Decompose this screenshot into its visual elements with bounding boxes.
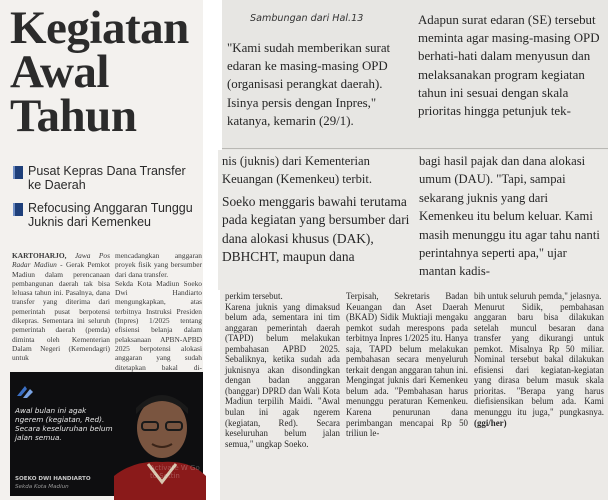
- article-photo: [10, 372, 203, 496]
- body-text: Adapun surat edaran (SE) tersebut meminta agar masing-masing OPD berhati-hati dalam menyusun dan melaksanakan program kegiatan tahun ini sesuai dengan skala prioritas hingga petunjuk tek-: [418, 13, 600, 119]
- body-text: "Kami sudah memberikan surat edaran ke masing-masing OPD (organisasi perangkat daerah). Isinya persis dengan Inpres," katanya, kemarin (29/1).: [227, 41, 391, 128]
- body-text: - Gerak Pemkot Madiun dalam perencanaan pembangunan daerah tak bisa leluasa tahun ini. Pasalnya, dana transfer yang diterima dari pemerintah pusat berpotensi dikepras. Sementara ini seluruh pemerintah daerah (pemda) diminta oleh Kementerian Dalam Negeri (Kemendagri) untuk: [12, 260, 110, 363]
- bottom-col-3: [474, 291, 604, 496]
- pull-quote: Awal bulan ini agak ngerem (kegiatan, Red). Secara keseluruhan belum jalan semua.: [15, 406, 113, 442]
- headline: [10, 2, 200, 142]
- body-text: mencadangkan anggaran proyek fisik yang bersumber dari dana transfer.: [115, 251, 202, 279]
- body-text: perkim tersebut. Karena juknis yang dimaksud belum ada, sementara ini tim anggaran pemerintah daerah (TAPD) belum melakukan pembahasan APBD 2025. Sebaliknya, ketika sudah ada juknisnya akan disondingkan dengan badan anggaran (banggar) DPRD dan Wali Kota Madiun terpilih Maidi. "Awal bulan ini agak ngerem (kegiatan, Red). Secara keseluruhan belum jalan semua," ungkap Soeko.: [225, 291, 340, 449]
- author-credit: (ggi/her): [474, 417, 507, 428]
- body-text: bih untuk seluruh pemda," jelasnya. Menurut Sidik, pembahasan anggaran baru bisa dilakukan setelah muncul besaran dana transfer yang dikurangi untuk pemkot. Misalnya Rp 50 miliar. Nominal tersebut bakal dilakukan efisiensi dari kegiatan-kegiatan yang dirasa belum masuk skala prioritas. "Berapa yang harus diefisiensikan belum ada. Kami menunggu itu juga," pungkasnya.: [474, 291, 604, 418]
- body-text: Sekda Kota Madiun Soeko Dwi Handiarto mengungkapkan, atas terbitnya Instruksi Presiden (Inpres) 1/2025 tentang efisiensi belanja dalam pelaksanaan APBN-APBD 2025 berpotensi alokasi anggaran yang sudah ditetapkan bakal di-: [115, 278, 202, 372]
- bullet-square-icon: [13, 166, 23, 179]
- mid-col-b: [419, 152, 605, 290]
- left-body-column-1: [12, 251, 110, 373]
- fold-divider: [222, 148, 608, 149]
- body-text: Terpisah, Sekretaris Badan Keuangan dan Aset Daerah (BKAD) Sidik Muktiaji mengaku pemkot sudah merespons pada terbitnya Inpres 1/2025 itu. Hanya saja, TAPD belum melakukan pembahasan secara menyeluruh terkait dengan anggaran tahun ini. Mengingat juknis dari Kemenkeu belum ada. "Pembahasan harus menunggu peraturan Kemenkeu. Karena penurunan dana perimbangan mencapai Rp 50 triliun le-: [346, 291, 469, 439]
- bullet-item-1: [28, 164, 198, 192]
- bullet-text: Refocusing Anggaran Tunggu Juknis dari Kemenkeu: [28, 201, 193, 229]
- continuation-col-b: [418, 11, 605, 149]
- os-watermark: Activate W Go to Settin: [150, 464, 200, 480]
- source-label: Jawa Pos Radar Madiun: [12, 251, 110, 270]
- mid-col-a: [222, 152, 414, 290]
- photo-caption-name: SOEKO DWI HANDIARTO: [15, 476, 91, 482]
- bottom-col-2: [346, 291, 468, 496]
- headline-line-3: Tahun: [10, 90, 137, 142]
- bullet-square-icon: [13, 203, 23, 216]
- left-body-column-2: [115, 251, 202, 373]
- continuation-label: Sambungan dari Hal.13: [250, 13, 364, 24]
- body-text: Soeko menggaris bawahi terutama pada kegiatan yang bersumber dari dana alokasi khusus (DAK), DBHCHT, maupun dana: [222, 193, 410, 265]
- person-portrait: [114, 384, 206, 500]
- body-text: bagi hasil pajak dan dana alokasi umum (DAU). "Tapi, sampai sekarang juknis yang dari Kemenkeu itu belum keluar. Kami masih menunggu itu agar tahu nanti perintahnya seperti apa," ujar mantan kadis-: [419, 154, 600, 279]
- bullet-item-2: [28, 201, 198, 229]
- bottom-col-1: [225, 291, 340, 496]
- photo-caption-role: Sekda Kota Madiun: [15, 484, 69, 490]
- headline-line-2: Awal: [10, 46, 109, 98]
- body-text: nis (juknis) dari Kementerian Keuangan (Kemenkeu) terbit.: [222, 154, 373, 187]
- dateline: KARTOHARJO,: [12, 251, 67, 260]
- headline-line-1: Kegiatan: [10, 2, 189, 54]
- continuation-col-a: [227, 39, 410, 151]
- newspaper-logo-icon: [15, 382, 35, 402]
- bullet-text: Pusat Kepras Dana Transfer ke Daerah: [28, 164, 186, 192]
